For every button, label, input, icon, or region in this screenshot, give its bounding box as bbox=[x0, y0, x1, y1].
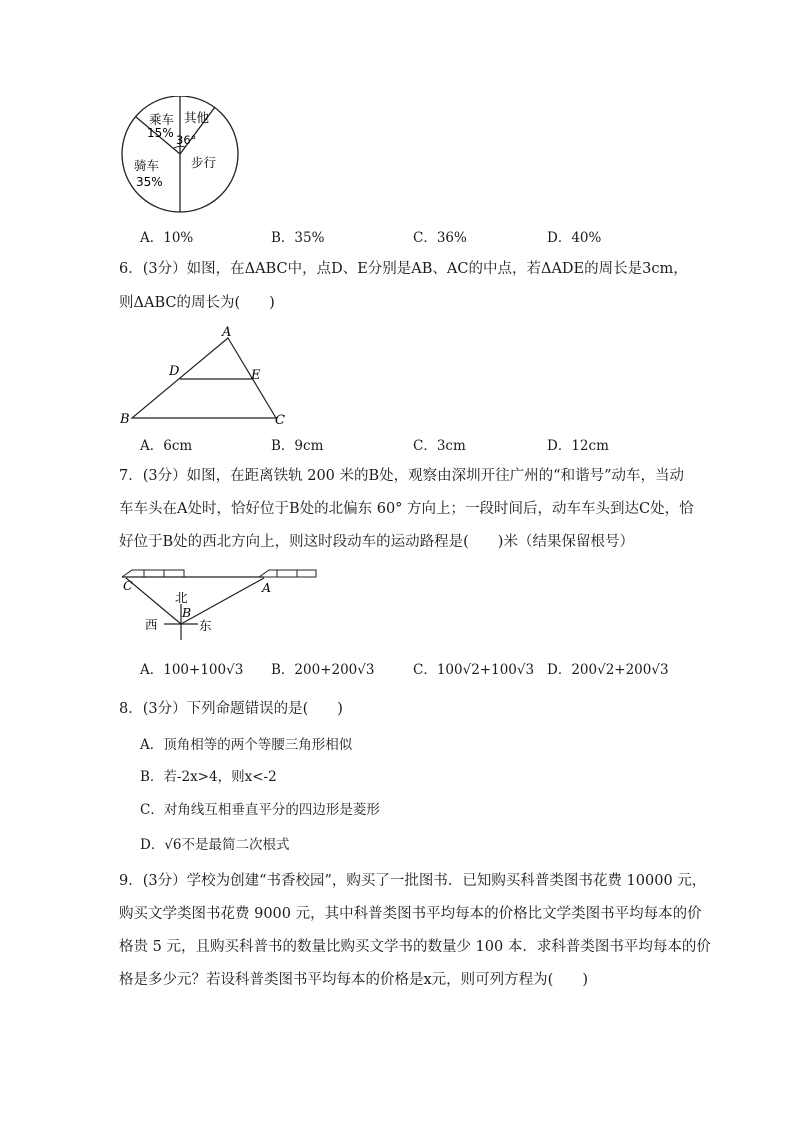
q5-option-b: B．35% bbox=[271, 230, 325, 246]
pie-label-ride-pct: 15% bbox=[147, 126, 174, 140]
q7-stem-line3: 好位于B处的西北方向上，则这时段动车的运动路程是( )米（结果保留根号） bbox=[119, 534, 634, 550]
q6-option-c: C．3cm bbox=[413, 438, 466, 454]
q9-stem-line2: 购买文学类图书花费 9000 元，其中科普类图书平均每本的价格比文学类图书平均每本的价 bbox=[119, 906, 702, 922]
pie-label-walk: 步行 bbox=[191, 155, 217, 170]
q7-option-a: A．100+100√3 bbox=[140, 662, 244, 678]
q7-stem-line1: 7．(3分）如图，在距离铁轨 200 米的B处，观察由深圳开往广州的“和谐号”动车，当动 bbox=[119, 468, 684, 484]
q5-option-c: C．36% bbox=[413, 230, 467, 246]
q8-option-d: D．√6不是最简二次根式 bbox=[140, 837, 290, 853]
q7-option-d: D．200√2+200√3 bbox=[547, 662, 669, 678]
east-label: 东 bbox=[199, 618, 212, 633]
vertex-a-label: A bbox=[222, 325, 232, 340]
vertex-c-label: C bbox=[275, 413, 285, 428]
q8-option-a: A．顶角相等的两个等腰三角形相似 bbox=[140, 737, 353, 753]
pie-label-bike-pct: 35% bbox=[136, 175, 163, 189]
point-c-label: C bbox=[123, 578, 133, 593]
pie-chart-figure bbox=[118, 96, 244, 220]
point-e-label: E bbox=[251, 368, 261, 383]
pie-label-other: 其他 bbox=[184, 110, 210, 125]
q6-stem-line1: 6．(3分）如图，在ΔABC中，点D、E分别是AB、AC的中点，若ΔADE的周长是3cm， bbox=[119, 261, 688, 277]
q6-option-a: A．6cm bbox=[140, 438, 193, 454]
point-d-label: D bbox=[169, 364, 180, 379]
point-a-label: A bbox=[262, 580, 272, 595]
train-at-c bbox=[122, 570, 184, 577]
q9-stem-line4: 格是多少元？若设科普类图书平均每本的价格是x元，则可列方程为( ) bbox=[119, 972, 588, 988]
q8-option-c: C．对角线互相垂直平分的四边形是菱形 bbox=[140, 802, 380, 818]
west-label: 西 bbox=[145, 617, 158, 632]
q5-option-a: A．10% bbox=[140, 230, 194, 246]
pie-label-ride: 乘车 bbox=[149, 112, 175, 127]
pie-label-bike: 骑车 bbox=[134, 158, 160, 173]
q7-option-b: B．200+200√3 bbox=[271, 662, 375, 678]
point-b-label: B bbox=[182, 605, 192, 620]
railway-figure bbox=[114, 562, 324, 646]
q9-stem-line1: 9．(3分）学校为创建“书香校园”，购买了一批图书．已知购买科普类图书花费 10000 元， bbox=[119, 873, 707, 889]
q5-option-d: D．40% bbox=[547, 230, 602, 246]
q7-stem-line2: 车车头在A处时，恰好位于B处的北偏东 60° 方向上；一段时间后，动车车头到达C处，恰 bbox=[119, 501, 694, 517]
q8-option-b: B．若-2x>4，则x<-2 bbox=[140, 769, 277, 785]
q8-stem: 8．(3分）下列命题错误的是( ) bbox=[119, 701, 343, 717]
vertex-b-label: B bbox=[120, 412, 130, 427]
q6-stem-line2: 则ΔABC的周长为( ) bbox=[119, 295, 275, 311]
train-at-a bbox=[259, 570, 316, 577]
pie-label-angle: 36° bbox=[176, 133, 197, 147]
q7-option-c: C．100√2+100√3 bbox=[413, 662, 535, 678]
triangle-figure bbox=[112, 322, 296, 430]
q6-option-d: D．12cm bbox=[547, 438, 609, 454]
q9-stem-line3: 格贵 5 元，且购买科普书的数量比购买文学书的数量少 100 本．求科普类图书平均每本的价 bbox=[119, 939, 711, 955]
sight-line-ba bbox=[181, 578, 264, 624]
north-label: 北 bbox=[175, 590, 188, 605]
q6-option-b: B．9cm bbox=[271, 438, 324, 454]
